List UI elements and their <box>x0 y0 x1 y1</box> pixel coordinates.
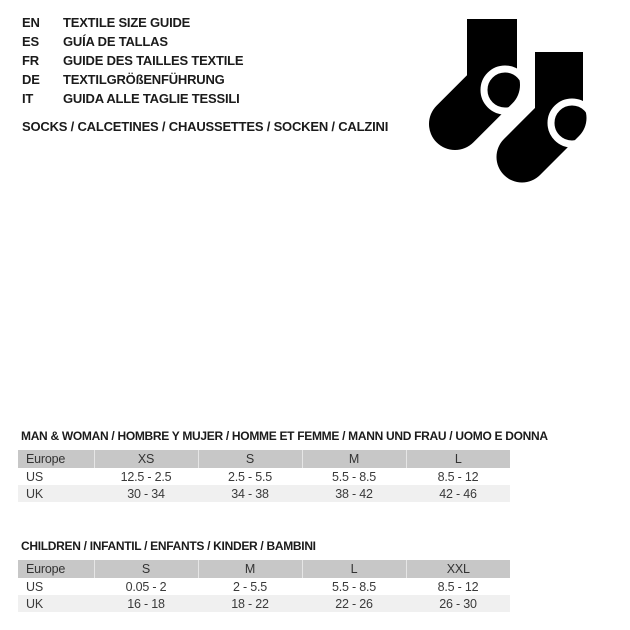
size-cell: 42 - 46 <box>406 485 510 502</box>
children-table-title: CHILDREN / INFANTIL / ENFANTS / KINDER / BAMBINI <box>21 539 316 553</box>
region-cell: US <box>26 579 43 594</box>
table-row-uk <box>18 485 510 502</box>
size-cell: 8.5 - 12 <box>437 469 479 484</box>
col-header-size: S <box>198 450 302 468</box>
size-cell: 8.5 - 12 <box>437 579 479 594</box>
col-header-europe: Europe <box>18 560 94 578</box>
sock-front <box>522 52 593 157</box>
language-label: GUIDA ALLE TAGLIE TESSILI <box>63 91 240 106</box>
language-list <box>22 13 243 108</box>
language-row-es <box>22 32 243 51</box>
col-header-size: XXL <box>406 560 510 578</box>
table-row-us <box>18 468 510 485</box>
table-row-us <box>18 578 510 595</box>
col-header-europe: Europe <box>18 450 94 468</box>
language-row-en <box>22 13 243 32</box>
size-cell: 16 - 18 <box>94 595 198 612</box>
size-cell: 5.5 - 8.5 <box>331 469 377 484</box>
col-header-size: M <box>198 560 302 578</box>
category-title: SOCKS / CALCETINES / CHAUSSETTES / SOCKEN / CALZINI <box>22 119 389 134</box>
size-cell: 26 - 30 <box>406 595 510 612</box>
size-cell: 0.05 - 2 <box>125 579 167 594</box>
region-cell: UK <box>18 485 94 502</box>
size-cell: 5.5 - 8.5 <box>331 579 377 594</box>
col-header-size: L <box>302 560 406 578</box>
language-label: GUIDE DES TAILLES TEXTILE <box>63 53 244 68</box>
table-header-row <box>18 560 510 578</box>
region-cell: UK <box>18 595 94 612</box>
language-label: GUÍA DE TALLAS <box>63 34 168 49</box>
col-header-size: L <box>406 450 510 468</box>
children-size-table <box>18 560 510 612</box>
table-row-uk <box>18 595 510 612</box>
language-row-it <box>22 89 243 108</box>
size-cell: 12.5 - 2.5 <box>120 469 172 484</box>
language-label: TEXTILE SIZE GUIDE <box>63 15 191 30</box>
language-code: FR <box>22 53 39 68</box>
size-cell: 2 - 5.5 <box>232 579 268 594</box>
language-code: EN <box>22 15 40 30</box>
men-women-size-table <box>18 450 510 502</box>
size-cell: 30 - 34 <box>94 485 198 502</box>
size-cell: 2.5 - 5.5 <box>227 469 273 484</box>
socks-icon <box>425 17 610 187</box>
men-women-table-section <box>18 429 548 502</box>
language-code: DE <box>22 72 40 87</box>
language-code: IT <box>22 91 34 106</box>
children-table-section <box>18 539 510 612</box>
col-header-size: M <box>302 450 406 468</box>
language-row-fr <box>22 51 243 70</box>
men-women-table-title: MAN & WOMAN / HOMBRE Y MUJER / HOMME ET FEMME / MANN UND FRAU / UOMO E DONNA <box>21 429 548 443</box>
language-label: TEXTILGRÖßENFÜHRUNG <box>63 72 225 87</box>
col-header-size: S <box>94 560 198 578</box>
sock-back <box>455 19 526 124</box>
col-header-size: XS <box>94 450 198 468</box>
table-header-row <box>18 450 510 468</box>
region-cell: US <box>26 469 43 484</box>
size-cell: 38 - 42 <box>302 485 406 502</box>
language-row-de <box>22 70 243 89</box>
size-cell: 18 - 22 <box>198 595 302 612</box>
size-cell: 22 - 26 <box>302 595 406 612</box>
language-code: ES <box>22 34 39 49</box>
size-cell: 34 - 38 <box>198 485 302 502</box>
